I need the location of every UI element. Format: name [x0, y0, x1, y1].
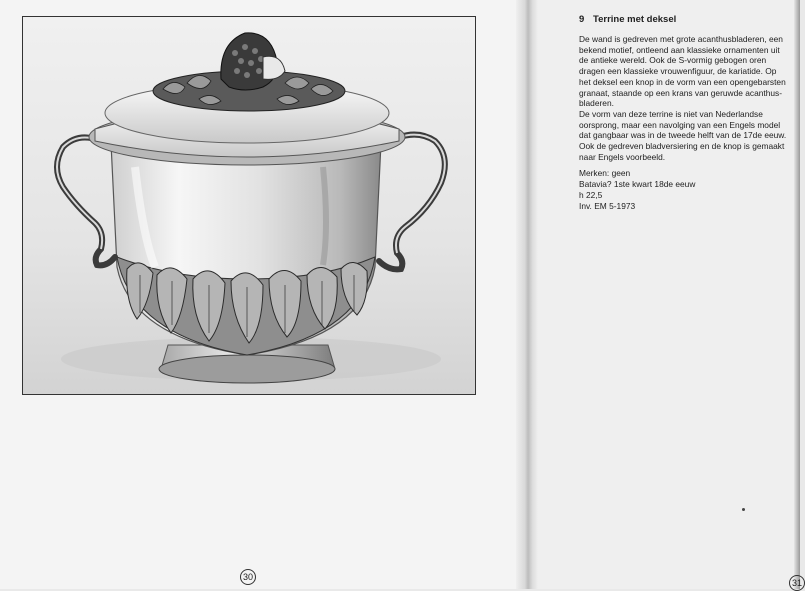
print-speck — [742, 508, 745, 511]
origin-paragraph — [579, 109, 799, 163]
text-line: bladeren. — [579, 98, 614, 109]
height-line: h 22,5 — [579, 189, 603, 200]
tureen-illustration — [23, 17, 475, 394]
entry-title: Terrine met deksel — [593, 14, 677, 25]
meta-block — [579, 168, 799, 211]
description-paragraph — [579, 34, 799, 109]
page-number-left: 30 — [240, 569, 256, 585]
inventory-line: Inv. EM 5-1973 — [579, 200, 636, 211]
text-line: het deksel een knop in de vorm van een opengebarsten — [579, 76, 786, 87]
text-line: Ook de gedreven bladversiering en de knop is gemaakt — [579, 141, 785, 152]
place-date-line: Batavia? 1ste kwart 18de eeuw — [579, 179, 696, 190]
text-line: naar Engels voorbeeld. — [579, 151, 666, 162]
marks-line: Merken: geen — [579, 168, 631, 179]
text-line: granaat, staande op een krans van geruwde acanthus- — [579, 87, 782, 98]
text-line: oorsprong, maar een navolging van een Engels model — [579, 119, 781, 130]
tureen-photo — [22, 16, 476, 395]
text-line: De vorm van deze terrine is niet van Nederlandse — [579, 108, 763, 119]
text-line: dat gangbaar was in de tweede helft van de 17de eeuw. — [579, 130, 787, 141]
text-line: dragen een klassieke vrouwenfiguur, de kariatide. Op — [579, 66, 777, 77]
book-gutter — [516, 0, 538, 589]
page-number-right: 31 — [789, 575, 805, 591]
text-line: bekend motief, ontleend aan klassieke ornamenten uit — [579, 44, 780, 55]
entry-heading — [579, 14, 799, 25]
text-line: De wand is gedreven met grote acanthusbladeren, een — [579, 34, 783, 44]
catalogue-entry — [579, 14, 799, 211]
text-line: de antieke wereld. Ook de S-vormig gebogen oren — [579, 55, 767, 66]
entry-number: 9 — [579, 14, 585, 25]
